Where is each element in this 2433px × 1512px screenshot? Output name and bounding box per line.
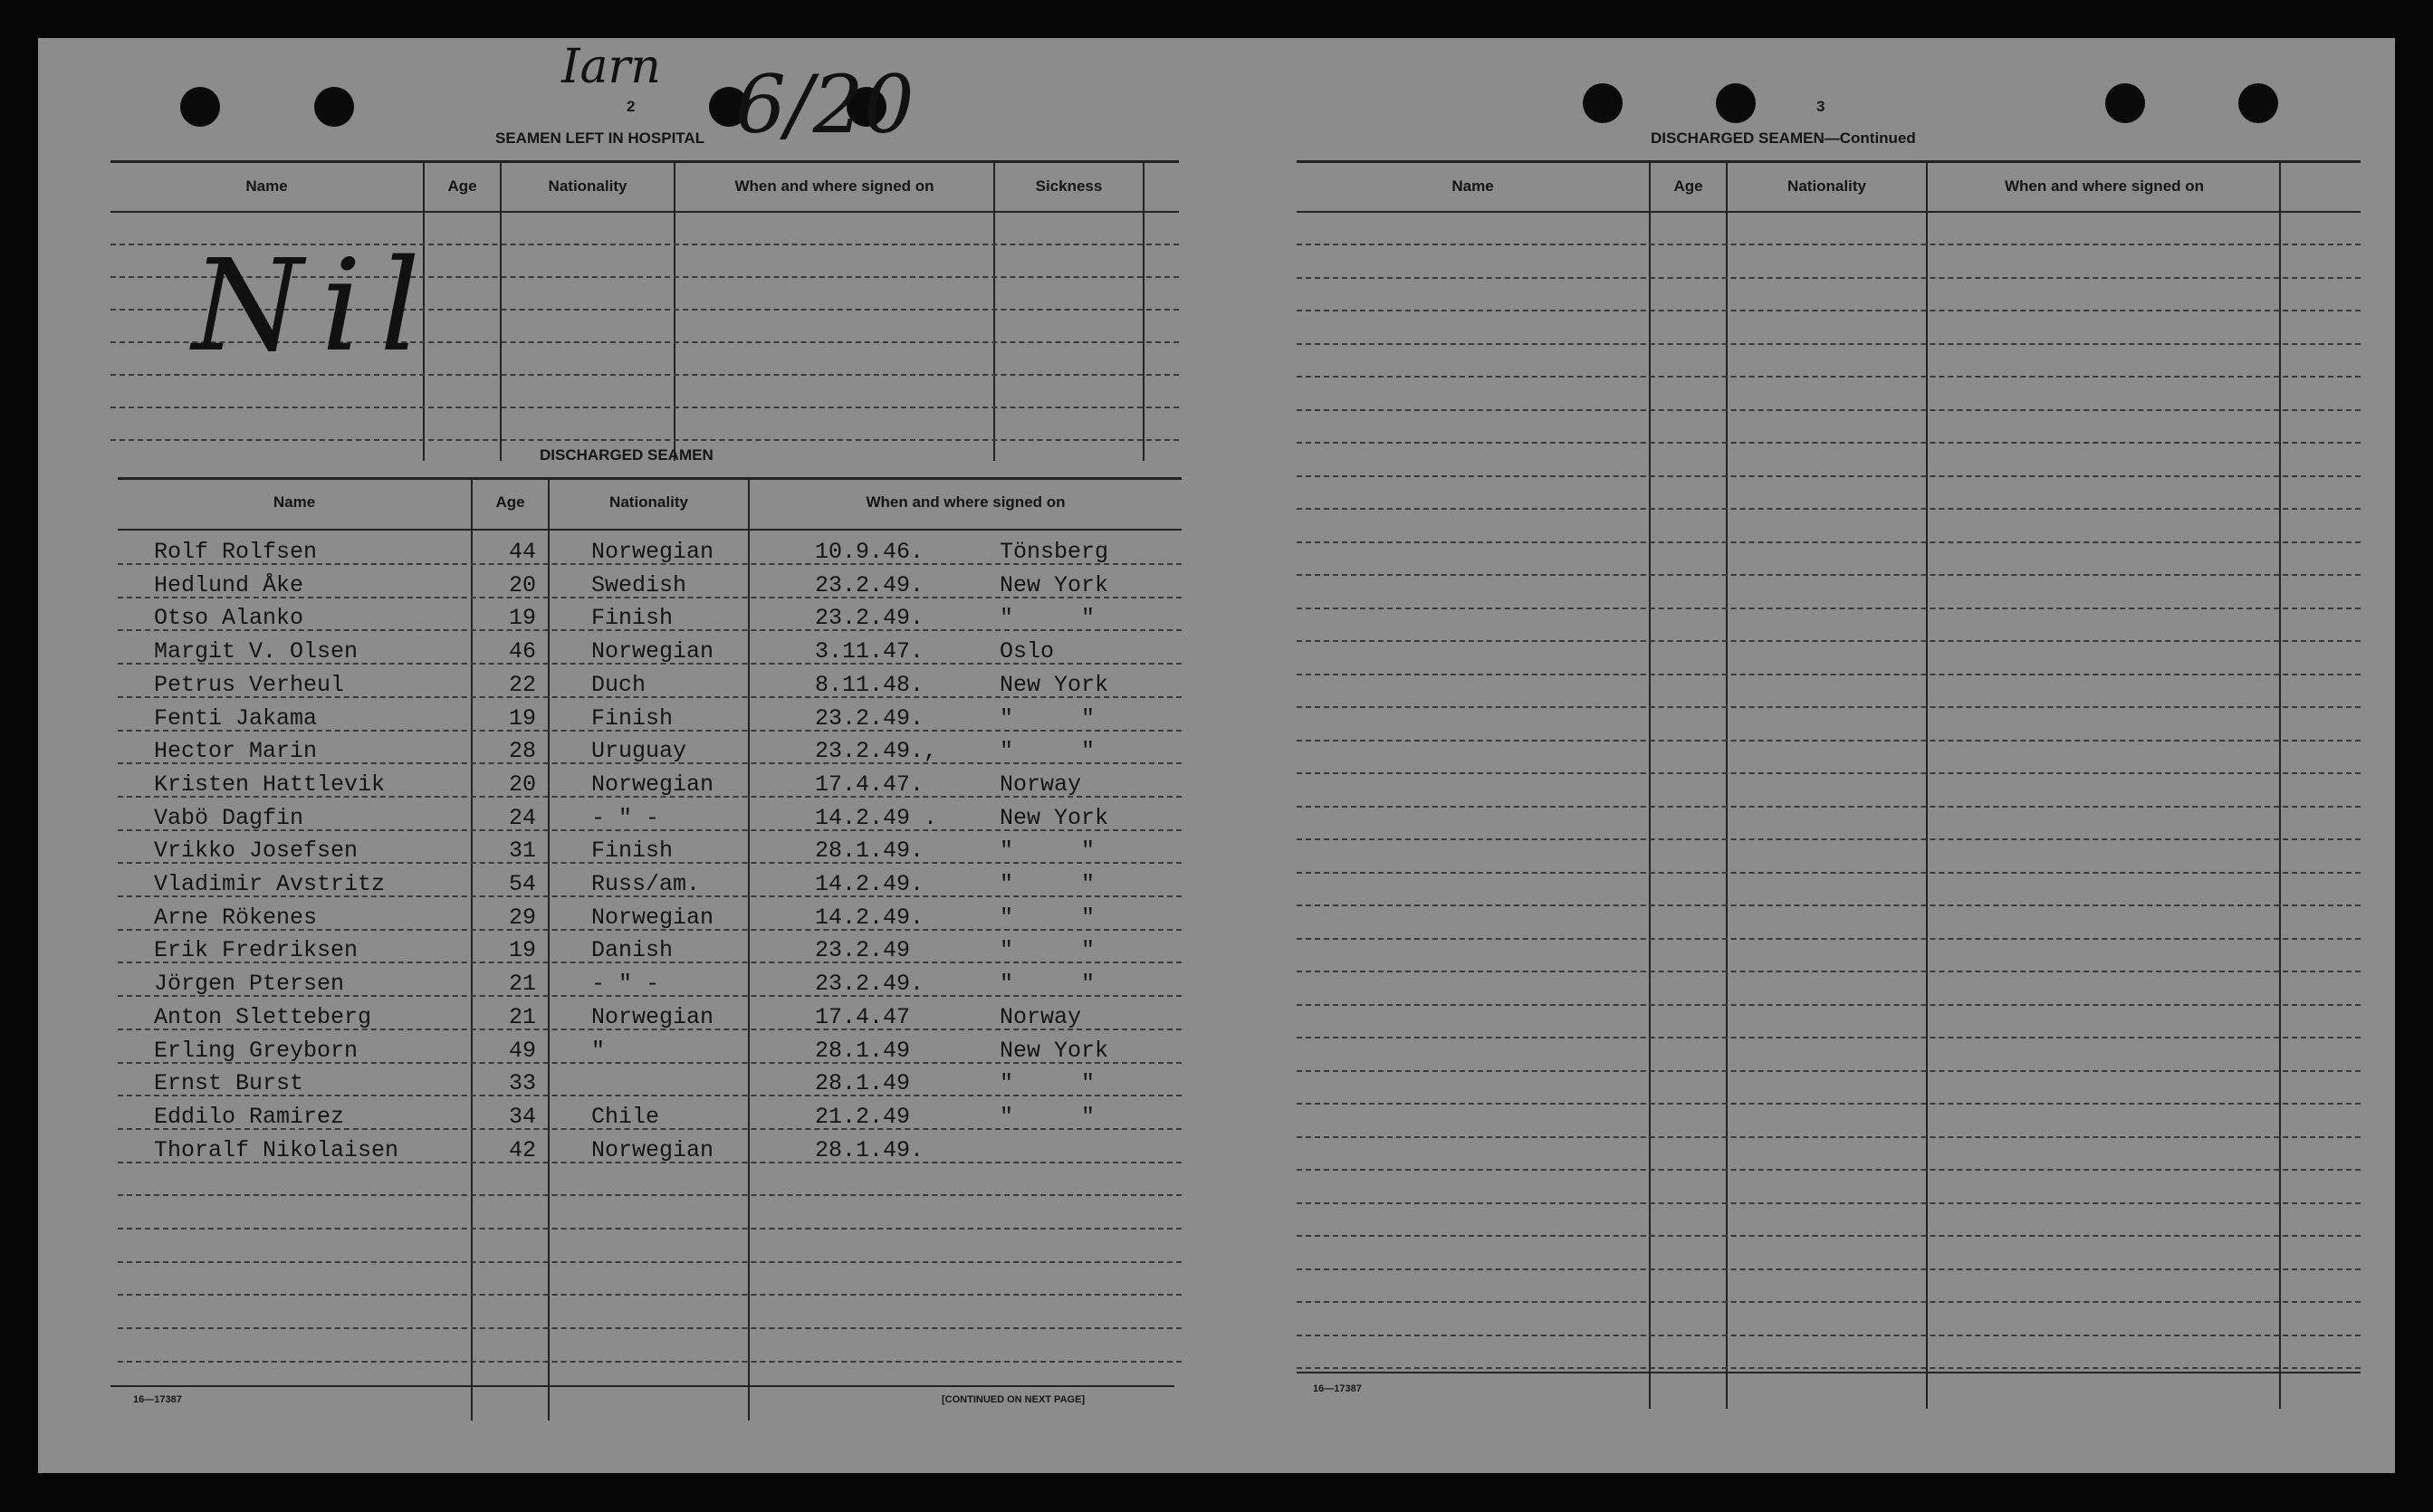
seaman-age: 28 <box>509 738 537 764</box>
hospital-col-sickness: Sickness <box>1035 177 1103 195</box>
row-line <box>1297 1367 2361 1369</box>
seaman-age: 42 <box>509 1137 537 1163</box>
row-line <box>1297 772 2361 774</box>
row-line <box>1297 706 2361 708</box>
seaman-age: 19 <box>509 937 537 963</box>
row-line <box>1297 277 2361 279</box>
seaman-signed-place: " " <box>1000 971 1096 997</box>
seaman-nationality: Russ/am. <box>591 871 701 897</box>
discharged-col-nationality: Nationality <box>609 493 688 511</box>
left-form-number: 16—17387 <box>133 1394 182 1405</box>
seaman-signed-place: Norway <box>1000 771 1082 798</box>
seaman-nationality: Duch <box>591 672 647 698</box>
discharged-col-divider <box>548 479 550 1421</box>
seaman-signed-place: New York <box>1000 672 1109 698</box>
right-page-number: 3 <box>1816 98 1825 115</box>
row-line <box>1297 508 2361 510</box>
seaman-name: Erling Greyborn <box>154 1038 359 1064</box>
seaman-name: Hector Marin <box>154 738 318 764</box>
discharged-section-title: DISCHARGED SEAMEN <box>540 446 714 464</box>
seaman-name: Petrus Verheul <box>154 672 345 698</box>
row-line <box>1297 674 2361 675</box>
seaman-signed-place: Oslo <box>1000 638 1055 665</box>
hospital-col-signed-on: When and where signed on <box>734 177 934 195</box>
seaman-name: Erik Fredriksen <box>154 937 359 963</box>
seaman-age: 20 <box>509 572 537 598</box>
hospital-row-line <box>110 407 1179 408</box>
seaman-signed-date: 21.2.49 <box>815 1104 911 1130</box>
row-line <box>1297 1301 2361 1303</box>
seaman-signed-date: 8.11.48. <box>815 672 924 698</box>
row-line <box>1297 1103 2361 1105</box>
row-line <box>1297 1202 2361 1204</box>
row-line <box>118 1294 1182 1296</box>
row-line <box>1297 1268 2361 1270</box>
seaman-signed-date: 14.2.49 . <box>815 805 938 831</box>
hospital-col-nationality: Nationality <box>548 177 627 195</box>
row-line <box>1297 1004 2361 1006</box>
row-line <box>1297 872 2361 874</box>
discharged-col-name: Name <box>273 493 316 511</box>
seaman-signed-place: " " <box>1000 1104 1096 1130</box>
right-col-age: Age <box>1673 177 1703 195</box>
handwritten-fraction: 6/20 <box>735 58 915 151</box>
right-header-rule <box>1297 211 2361 213</box>
discharged-col-divider <box>748 479 750 1421</box>
seaman-age: 19 <box>509 705 537 732</box>
seaman-name: Vabö Dagfin <box>154 805 304 831</box>
right-col-name: Name <box>1451 177 1494 195</box>
row-line <box>1297 971 2361 972</box>
row-line <box>118 1228 1182 1230</box>
hospital-col-divider <box>500 162 502 461</box>
left-page-number: 2 <box>627 98 636 115</box>
right-col-divider <box>1649 162 1651 1409</box>
hospital-col-divider <box>674 162 675 461</box>
discharged-col-signed-on: When and where signed on <box>866 493 1066 511</box>
punch-hole <box>314 87 354 127</box>
row-line <box>1297 376 2361 378</box>
seaman-age: 46 <box>509 638 537 665</box>
seaman-signed-date: 28.1.49 <box>815 1070 911 1096</box>
punch-hole <box>2105 83 2145 123</box>
row-line <box>1297 640 2361 642</box>
row-line <box>1297 244 2361 245</box>
seaman-signed-place: Norway <box>1000 1004 1082 1030</box>
right-top-rule <box>1297 160 2361 163</box>
row-line <box>1297 1169 2361 1171</box>
seaman-nationality: Danish <box>591 937 674 963</box>
handwritten-note: Iarn <box>561 40 661 94</box>
seaman-age: 21 <box>509 971 537 997</box>
seaman-signed-date: 28.1.49. <box>815 1137 924 1163</box>
row-line <box>1297 343 2361 345</box>
seaman-signed-date: 23.2.49., <box>815 738 938 764</box>
seaman-name: Margit V. Olsen <box>154 638 359 665</box>
seaman-name: Hedlund Åke <box>154 572 304 598</box>
seaman-age: 34 <box>509 1104 537 1130</box>
seaman-nationality: - " - <box>591 971 660 997</box>
seaman-signed-date: 23.2.49. <box>815 971 924 997</box>
seaman-nationality: Norwegian <box>591 539 714 565</box>
row-line <box>118 1327 1182 1329</box>
right-section-title: DISCHARGED SEAMEN—Continued <box>1651 129 1916 147</box>
seaman-name: Ernst Burst <box>154 1070 304 1096</box>
seaman-signed-date: 17.4.47 <box>815 1004 911 1030</box>
seaman-name: Thoralf Nikolaisen <box>154 1137 399 1163</box>
seaman-age: 29 <box>509 904 537 931</box>
seaman-nationality: Finish <box>591 605 674 631</box>
row-line <box>1297 409 2361 411</box>
right-bottom-rule <box>1297 1372 2361 1373</box>
seaman-nationality: Norwegian <box>591 638 714 665</box>
row-line <box>1297 1070 2361 1072</box>
hospital-section-title: SEAMEN LEFT IN HOSPITAL <box>495 129 705 147</box>
seaman-nationality: " <box>591 1038 606 1064</box>
seaman-signed-date: 14.2.49. <box>815 871 924 897</box>
seaman-signed-place: New York <box>1000 572 1109 598</box>
seaman-signed-date: 17.4.47. <box>815 771 924 798</box>
right-col-nationality: Nationality <box>1787 177 1866 195</box>
row-line <box>118 1361 1182 1363</box>
discharged-header-rule <box>118 529 1182 531</box>
seaman-nationality: Chile <box>591 1104 660 1130</box>
right-col-divider <box>1726 162 1728 1409</box>
seaman-age: 33 <box>509 1070 537 1096</box>
seaman-name: Kristen Hattlevik <box>154 771 386 798</box>
seaman-name: Arne Rökenes <box>154 904 318 931</box>
row-line <box>118 1261 1182 1263</box>
seaman-nationality: Swedish <box>591 572 687 598</box>
row-line <box>1297 310 2361 311</box>
seaman-age: 20 <box>509 771 537 798</box>
hospital-row-line <box>110 439 1179 441</box>
row-line <box>1297 1136 2361 1138</box>
seaman-nationality: Norwegian <box>591 1137 714 1163</box>
left-bottom-rule <box>110 1385 1174 1387</box>
seaman-signed-place: " " <box>1000 837 1096 864</box>
seaman-signed-date: 23.2.49 <box>815 937 911 963</box>
row-line <box>1297 740 2361 742</box>
seaman-signed-date: 23.2.49. <box>815 705 924 732</box>
row-line <box>1297 574 2361 576</box>
seaman-signed-place: " " <box>1000 937 1096 963</box>
continued-note: [CONTINUED ON NEXT PAGE] <box>942 1394 1086 1405</box>
punch-hole <box>180 87 220 127</box>
row-line <box>1297 904 2361 906</box>
row-line <box>1297 608 2361 609</box>
seaman-signed-date: 23.2.49. <box>815 605 924 631</box>
seaman-name: Rolf Rolfsen <box>154 539 318 565</box>
right-col-divider <box>2279 162 2281 1409</box>
seaman-name: Fenti Jakama <box>154 705 318 732</box>
seaman-signed-place: " " <box>1000 904 1096 931</box>
seaman-age: 54 <box>509 871 537 897</box>
right-col-divider <box>1926 162 1928 1409</box>
seaman-age: 31 <box>509 837 537 864</box>
seaman-age: 22 <box>509 672 537 698</box>
seaman-name: Jörgen Ptersen <box>154 971 345 997</box>
seaman-signed-place: " " <box>1000 705 1096 732</box>
seaman-signed-date: 28.1.49 <box>815 1038 911 1064</box>
row-line <box>1297 1335 2361 1336</box>
punch-hole <box>1716 83 1756 123</box>
seaman-signed-date: 3.11.47. <box>815 638 924 665</box>
seaman-nationality: Norwegian <box>591 1004 714 1030</box>
row-line <box>1297 938 2361 940</box>
document-sheet <box>38 38 2395 1473</box>
seaman-nationality: Uruguay <box>591 738 687 764</box>
seaman-signed-date: 14.2.49. <box>815 904 924 931</box>
seaman-signed-place: " " <box>1000 738 1096 764</box>
hospital-col-divider <box>993 162 995 461</box>
hospital-top-rule <box>110 160 1179 163</box>
seaman-age: 44 <box>509 539 537 565</box>
handwritten-nil-mark: Nil <box>192 233 439 380</box>
discharged-top-rule <box>118 477 1182 480</box>
row-line <box>1297 1037 2361 1038</box>
seaman-signed-place: " " <box>1000 1070 1096 1096</box>
seaman-signed-place: " " <box>1000 605 1096 631</box>
seaman-signed-place: New York <box>1000 805 1109 831</box>
seaman-nationality: Finish <box>591 705 674 732</box>
seaman-signed-date: 10.9.46. <box>815 539 924 565</box>
row-line <box>118 1194 1182 1196</box>
row-line <box>1297 1235 2361 1237</box>
seaman-name: Vrikko Josefsen <box>154 837 359 864</box>
row-line <box>1297 475 2361 477</box>
seaman-name: Anton Sletteberg <box>154 1004 372 1030</box>
seaman-nationality: Norwegian <box>591 904 714 931</box>
seaman-nationality: Norwegian <box>591 771 714 798</box>
hospital-header-rule <box>110 211 1179 213</box>
seaman-age: 19 <box>509 605 537 631</box>
discharged-col-age: Age <box>495 493 525 511</box>
seaman-name: Eddilo Ramirez <box>154 1104 345 1130</box>
hospital-col-name: Name <box>245 177 288 195</box>
punch-hole <box>1583 83 1623 123</box>
seaman-age: 21 <box>509 1004 537 1030</box>
row-line <box>1297 806 2361 808</box>
seaman-signed-date: 23.2.49. <box>815 572 924 598</box>
right-col-signed-on: When and where signed on <box>2004 177 2205 195</box>
seaman-nationality: - " - <box>591 805 660 831</box>
seaman-name: Otso Alanko <box>154 605 304 631</box>
seaman-signed-place: New York <box>1000 1038 1109 1064</box>
right-form-number: 16—17387 <box>1313 1383 1362 1394</box>
seaman-age: 49 <box>509 1038 537 1064</box>
hospital-col-age: Age <box>447 177 477 195</box>
seaman-age: 24 <box>509 805 537 831</box>
seaman-name: Vladimir Avstritz <box>154 871 386 897</box>
row-line <box>1297 838 2361 840</box>
discharged-col-divider <box>471 479 473 1421</box>
seaman-nationality: Finish <box>591 837 674 864</box>
row-line <box>1297 442 2361 444</box>
seaman-signed-place: Tönsberg <box>1000 539 1109 565</box>
hospital-col-divider <box>1143 162 1145 461</box>
punch-hole <box>2238 83 2278 123</box>
seaman-signed-place: " " <box>1000 871 1096 897</box>
seaman-signed-date: 28.1.49. <box>815 837 924 864</box>
row-line <box>1297 541 2361 543</box>
